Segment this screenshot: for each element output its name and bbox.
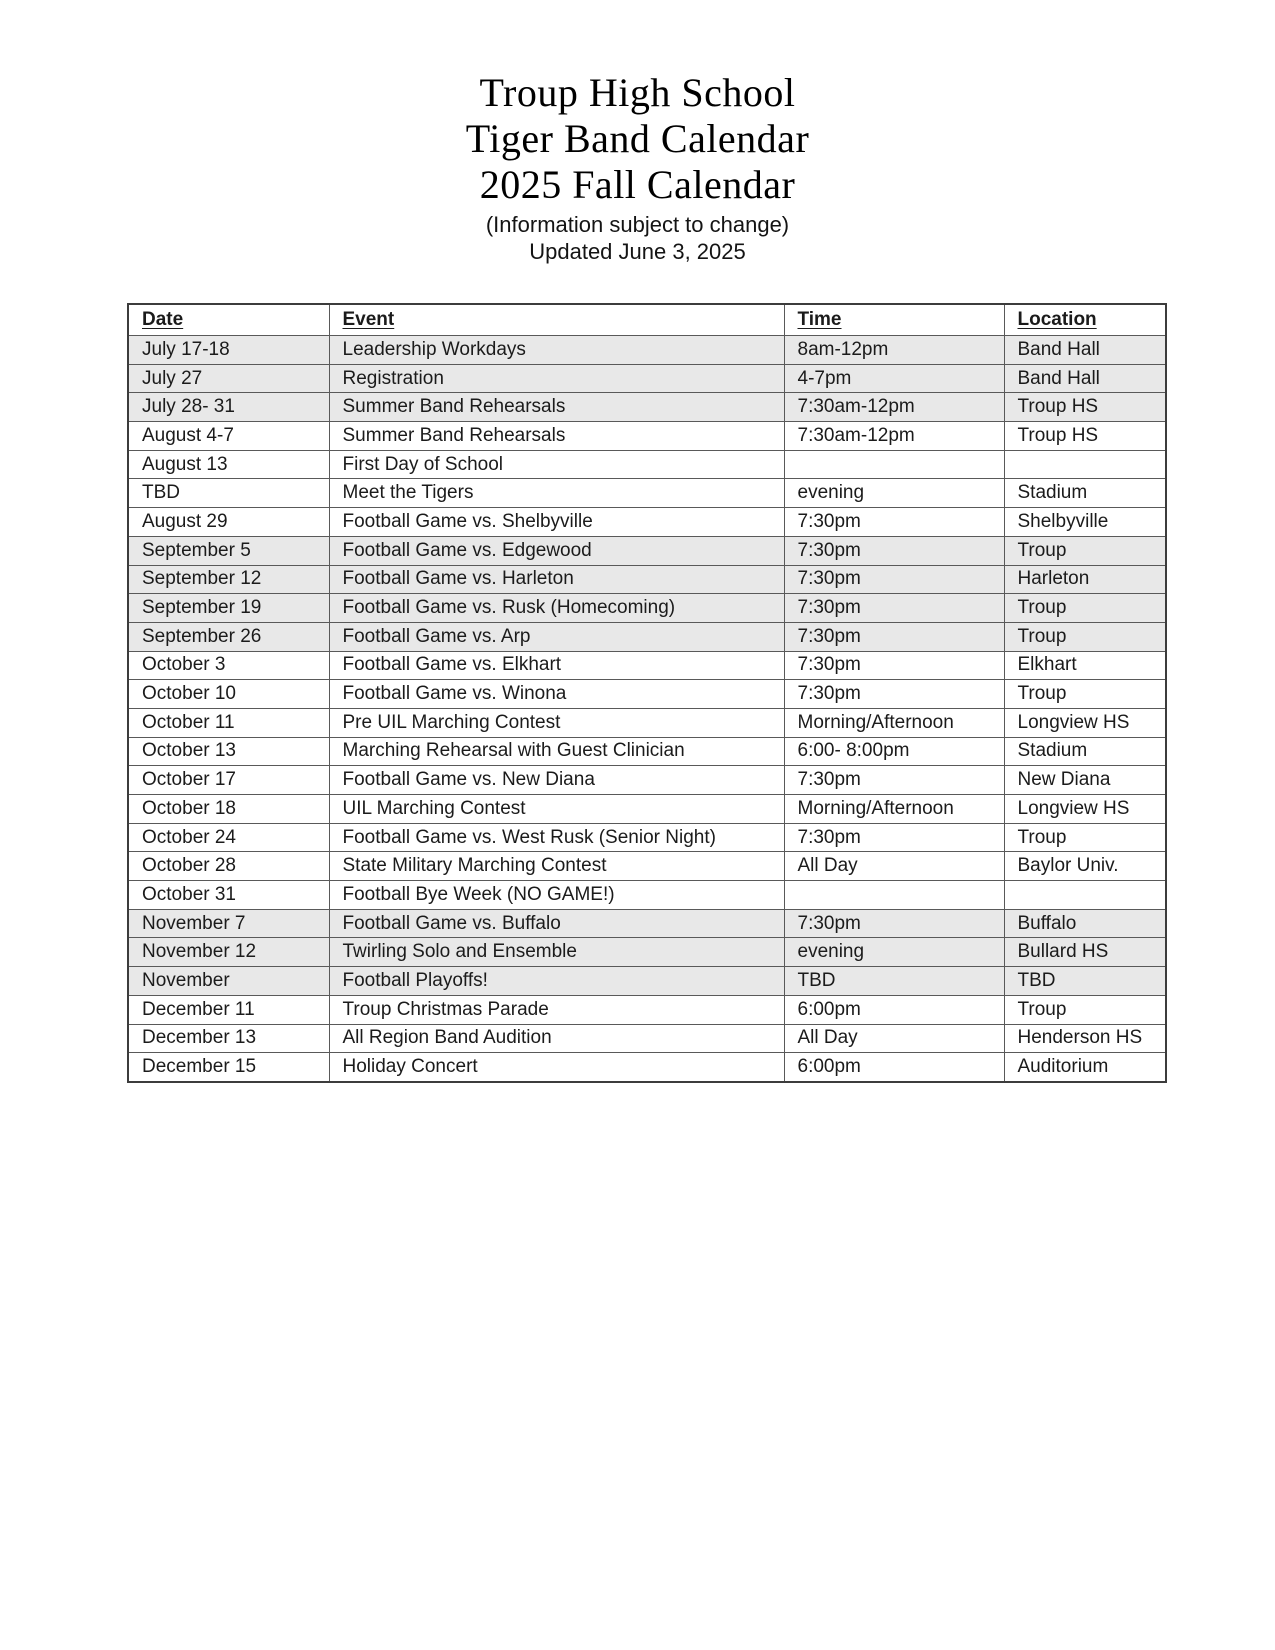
date-cell: August 29 bbox=[128, 508, 329, 537]
table-row bbox=[128, 909, 1166, 938]
table-row bbox=[128, 737, 1166, 766]
table-row bbox=[128, 766, 1166, 795]
location-cell bbox=[1004, 450, 1166, 479]
time-cell: Morning/Afternoon bbox=[784, 708, 1004, 737]
event-cell: Football Game vs. Rusk (Homecoming) bbox=[329, 594, 784, 623]
title-line-2: Tiger Band Calendar bbox=[465, 116, 810, 161]
location-cell: Troup bbox=[1004, 536, 1166, 565]
location-cell: Baylor Univ. bbox=[1004, 852, 1166, 881]
time-cell: 7:30am-12pm bbox=[784, 422, 1004, 451]
event-cell: Football Game vs. West Rusk (Senior Night) bbox=[329, 823, 784, 852]
date-cell: September 12 bbox=[128, 565, 329, 594]
location-cell: TBD bbox=[1004, 967, 1166, 996]
date-cell: October 24 bbox=[128, 823, 329, 852]
time-cell: 7:30pm bbox=[784, 766, 1004, 795]
time-cell: evening bbox=[784, 479, 1004, 508]
document-title bbox=[0, 70, 1275, 208]
date-cell: July 28- 31 bbox=[128, 393, 329, 422]
event-cell: Registration bbox=[329, 364, 784, 393]
event-cell: Leadership Workdays bbox=[329, 336, 784, 365]
date-cell: December 15 bbox=[128, 1053, 329, 1082]
title-line-1: Troup High School bbox=[479, 70, 796, 115]
location-cell: Stadium bbox=[1004, 737, 1166, 766]
location-cell: Band Hall bbox=[1004, 364, 1166, 393]
event-cell: Football Playoffs! bbox=[329, 967, 784, 996]
time-cell: 6:00pm bbox=[784, 1053, 1004, 1082]
time-cell: 7:30pm bbox=[784, 823, 1004, 852]
date-cell: October 28 bbox=[128, 852, 329, 881]
time-cell: 7:30pm bbox=[784, 909, 1004, 938]
date-cell: September 26 bbox=[128, 622, 329, 651]
location-cell: Longview HS bbox=[1004, 708, 1166, 737]
location-cell bbox=[1004, 881, 1166, 910]
table-row bbox=[128, 1053, 1166, 1082]
event-cell: Football Game vs. Winona bbox=[329, 680, 784, 709]
event-cell: Football Bye Week (NO GAME!) bbox=[329, 881, 784, 910]
table-row bbox=[128, 364, 1166, 393]
table-row bbox=[128, 594, 1166, 623]
date-cell: TBD bbox=[128, 479, 329, 508]
location-cell: Troup HS bbox=[1004, 393, 1166, 422]
column-header-event: Event bbox=[329, 304, 784, 336]
location-cell: Troup bbox=[1004, 680, 1166, 709]
date-cell: November 7 bbox=[128, 909, 329, 938]
table-row bbox=[128, 651, 1166, 680]
time-cell: 7:30am-12pm bbox=[784, 393, 1004, 422]
date-cell: October 13 bbox=[128, 737, 329, 766]
location-cell: Longview HS bbox=[1004, 795, 1166, 824]
date-cell: October 17 bbox=[128, 766, 329, 795]
table-row bbox=[128, 565, 1166, 594]
table-row bbox=[128, 852, 1166, 881]
table-row bbox=[128, 450, 1166, 479]
table-row bbox=[128, 823, 1166, 852]
event-cell: All Region Band Audition bbox=[329, 1024, 784, 1053]
time-cell: 8am-12pm bbox=[784, 336, 1004, 365]
time-cell: 4-7pm bbox=[784, 364, 1004, 393]
time-cell: 7:30pm bbox=[784, 680, 1004, 709]
location-cell: Henderson HS bbox=[1004, 1024, 1166, 1053]
table-row bbox=[128, 680, 1166, 709]
document-subtitle bbox=[0, 211, 1275, 265]
table-row bbox=[128, 536, 1166, 565]
date-cell: November 12 bbox=[128, 938, 329, 967]
table-row bbox=[128, 938, 1166, 967]
event-cell: Summer Band Rehearsals bbox=[329, 422, 784, 451]
date-cell: December 11 bbox=[128, 995, 329, 1024]
column-header-location: Location bbox=[1004, 304, 1166, 336]
event-cell: Football Game vs. Arp bbox=[329, 622, 784, 651]
event-cell: Holiday Concert bbox=[329, 1053, 784, 1082]
location-cell: Troup bbox=[1004, 823, 1166, 852]
event-cell: Football Game vs. Edgewood bbox=[329, 536, 784, 565]
event-cell: First Day of School bbox=[329, 450, 784, 479]
time-cell: 6:00- 8:00pm bbox=[784, 737, 1004, 766]
date-cell: August 4-7 bbox=[128, 422, 329, 451]
date-cell: November bbox=[128, 967, 329, 996]
table-row bbox=[128, 479, 1166, 508]
location-cell: Elkhart bbox=[1004, 651, 1166, 680]
time-cell: 7:30pm bbox=[784, 651, 1004, 680]
location-cell: New Diana bbox=[1004, 766, 1166, 795]
date-cell: September 5 bbox=[128, 536, 329, 565]
table-row bbox=[128, 508, 1166, 537]
location-cell: Troup HS bbox=[1004, 422, 1166, 451]
event-cell: Pre UIL Marching Contest bbox=[329, 708, 784, 737]
location-cell: Bullard HS bbox=[1004, 938, 1166, 967]
location-cell: Troup bbox=[1004, 594, 1166, 623]
time-cell bbox=[784, 450, 1004, 479]
date-cell: September 19 bbox=[128, 594, 329, 623]
table-row bbox=[128, 622, 1166, 651]
time-cell: 6:00pm bbox=[784, 995, 1004, 1024]
event-cell: Football Game vs. Harleton bbox=[329, 565, 784, 594]
table-row bbox=[128, 881, 1166, 910]
column-header-date: Date bbox=[128, 304, 329, 336]
event-cell: Football Game vs. Elkhart bbox=[329, 651, 784, 680]
subtitle-updated-date: Updated June 3, 2025 bbox=[529, 239, 746, 264]
date-cell: October 31 bbox=[128, 881, 329, 910]
event-cell: Football Game vs. New Diana bbox=[329, 766, 784, 795]
event-cell: Meet the Tigers bbox=[329, 479, 784, 508]
location-cell: Troup bbox=[1004, 995, 1166, 1024]
time-cell: All Day bbox=[784, 852, 1004, 881]
date-cell: October 10 bbox=[128, 680, 329, 709]
date-cell: July 27 bbox=[128, 364, 329, 393]
date-cell: December 13 bbox=[128, 1024, 329, 1053]
location-cell: Band Hall bbox=[1004, 336, 1166, 365]
table-row bbox=[128, 795, 1166, 824]
date-cell: July 17-18 bbox=[128, 336, 329, 365]
table-row bbox=[128, 995, 1166, 1024]
location-cell: Troup bbox=[1004, 622, 1166, 651]
location-cell: Stadium bbox=[1004, 479, 1166, 508]
table-row bbox=[128, 1024, 1166, 1053]
time-cell bbox=[784, 881, 1004, 910]
location-cell: Harleton bbox=[1004, 565, 1166, 594]
event-cell: Marching Rehearsal with Guest Clinician bbox=[329, 737, 784, 766]
table-row bbox=[128, 393, 1166, 422]
column-header-time: Time bbox=[784, 304, 1004, 336]
table-row bbox=[128, 336, 1166, 365]
event-cell: Troup Christmas Parade bbox=[329, 995, 784, 1024]
band-calendar-table bbox=[127, 303, 1167, 1083]
time-cell: TBD bbox=[784, 967, 1004, 996]
event-cell: Twirling Solo and Ensemble bbox=[329, 938, 784, 967]
subtitle-disclaimer: (Information subject to change) bbox=[485, 212, 790, 237]
location-cell: Shelbyville bbox=[1004, 508, 1166, 537]
location-cell: Auditorium bbox=[1004, 1053, 1166, 1082]
event-cell: Summer Band Rehearsals bbox=[329, 393, 784, 422]
date-cell: October 11 bbox=[128, 708, 329, 737]
time-cell: 7:30pm bbox=[784, 622, 1004, 651]
table-row bbox=[128, 422, 1166, 451]
event-cell: State Military Marching Contest bbox=[329, 852, 784, 881]
date-cell: October 18 bbox=[128, 795, 329, 824]
time-cell: 7:30pm bbox=[784, 594, 1004, 623]
time-cell: 7:30pm bbox=[784, 565, 1004, 594]
time-cell: 7:30pm bbox=[784, 536, 1004, 565]
title-line-3: 2025 Fall Calendar bbox=[479, 162, 796, 207]
time-cell: All Day bbox=[784, 1024, 1004, 1053]
time-cell: evening bbox=[784, 938, 1004, 967]
table-row bbox=[128, 967, 1166, 996]
time-cell: 7:30pm bbox=[784, 508, 1004, 537]
event-cell: UIL Marching Contest bbox=[329, 795, 784, 824]
table-header-row bbox=[128, 304, 1166, 336]
time-cell: Morning/Afternoon bbox=[784, 795, 1004, 824]
event-cell: Football Game vs. Shelbyville bbox=[329, 508, 784, 537]
location-cell: Buffalo bbox=[1004, 909, 1166, 938]
event-cell: Football Game vs. Buffalo bbox=[329, 909, 784, 938]
table-row bbox=[128, 708, 1166, 737]
date-cell: October 3 bbox=[128, 651, 329, 680]
date-cell: August 13 bbox=[128, 450, 329, 479]
